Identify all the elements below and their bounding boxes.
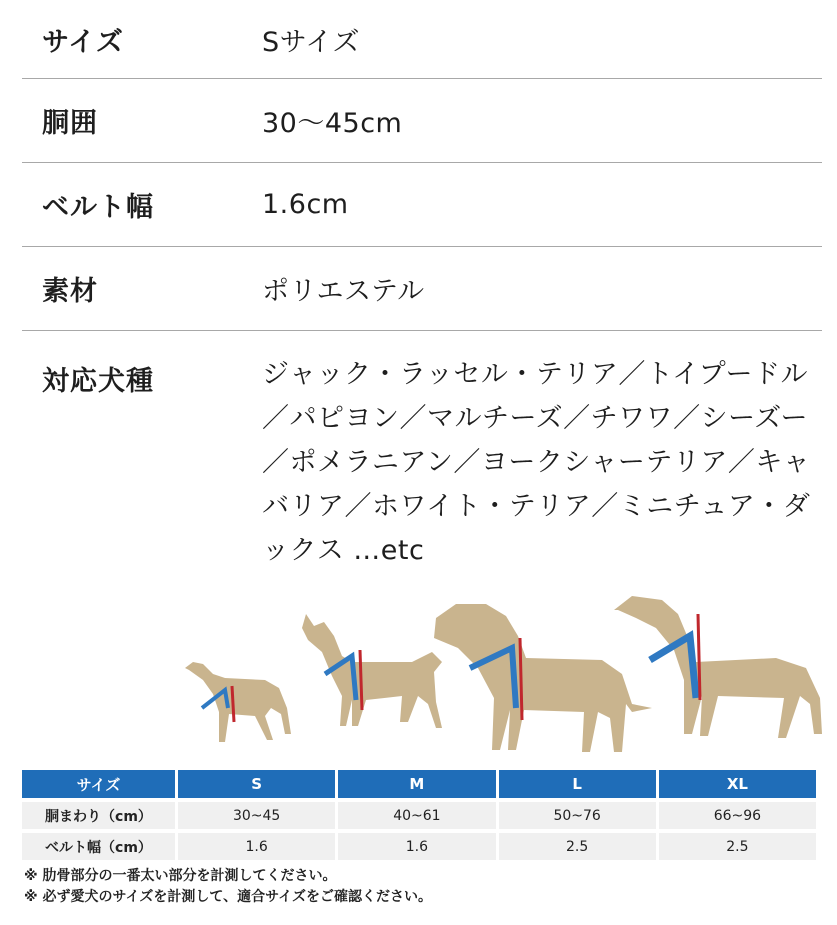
row-label: ベルト幅（cm） (22, 833, 175, 860)
spec-row-size (22, 0, 822, 79)
arrow-large (520, 638, 522, 720)
table-cell: 40~61 (338, 802, 495, 829)
size-chart-header (22, 770, 816, 798)
spec-value: ジャック・ラッセル・テリア／トイプードル／パピヨン／マルチーズ／チワワ／シーズー／ポメラニアン／ヨークシャーテリア／キャバリア／ホワイト・テリア／ミニチュア・ダックス …etc (262, 359, 811, 566)
header-cell: M (338, 770, 495, 798)
spec-row-girth (22, 79, 822, 163)
header-cell: サイズ (22, 770, 175, 798)
spec-row-breeds (22, 331, 822, 573)
spec-label: サイズ (42, 26, 124, 58)
spec-value: 30〜45cm (262, 108, 403, 139)
table-cell: 1.6 (338, 833, 495, 860)
spec-value: ポリエステル (262, 276, 425, 307)
table-cell: 30~45 (178, 802, 335, 829)
note-line: ※ 必ず愛犬のサイズを計測して、適合サイズをご確認ください。 (24, 889, 432, 905)
arrow-xlarge (698, 614, 700, 700)
size-chart-table (19, 766, 819, 864)
dog-medium (302, 614, 442, 728)
dog-small (185, 662, 291, 742)
dog-xlarge (614, 596, 822, 738)
spec-table (22, 0, 822, 573)
dog-size-illustration (170, 590, 830, 770)
table-row (22, 833, 816, 860)
row-label: 胴まわり（cm） (22, 802, 175, 829)
header-cell: L (499, 770, 656, 798)
header-cell: S (178, 770, 335, 798)
notes (24, 866, 432, 908)
dog-large (434, 604, 652, 752)
spec-label: 胴囲 (42, 108, 98, 139)
arrow-medium (360, 650, 362, 710)
table-cell: 66~96 (659, 802, 816, 829)
spec-label: 対応犬種 (42, 366, 154, 397)
spec-row-belt-width (22, 163, 822, 247)
note-line: ※ 肋骨部分の一番太い部分を計測してください。 (24, 868, 337, 884)
table-cell: 1.6 (178, 833, 335, 860)
spec-value: Sサイズ (262, 26, 360, 58)
table-cell: 2.5 (499, 833, 656, 860)
table-cell: 2.5 (659, 833, 816, 860)
spec-value: 1.6cm (262, 189, 349, 220)
spec-label: 素材 (42, 276, 98, 307)
size-chart (22, 766, 822, 864)
spec-label: ベルト幅 (42, 192, 154, 223)
table-row (22, 802, 816, 829)
table-cell: 50~76 (499, 802, 656, 829)
spec-row-material (22, 247, 822, 331)
arrow-small (232, 686, 234, 722)
header-cell: XL (659, 770, 816, 798)
